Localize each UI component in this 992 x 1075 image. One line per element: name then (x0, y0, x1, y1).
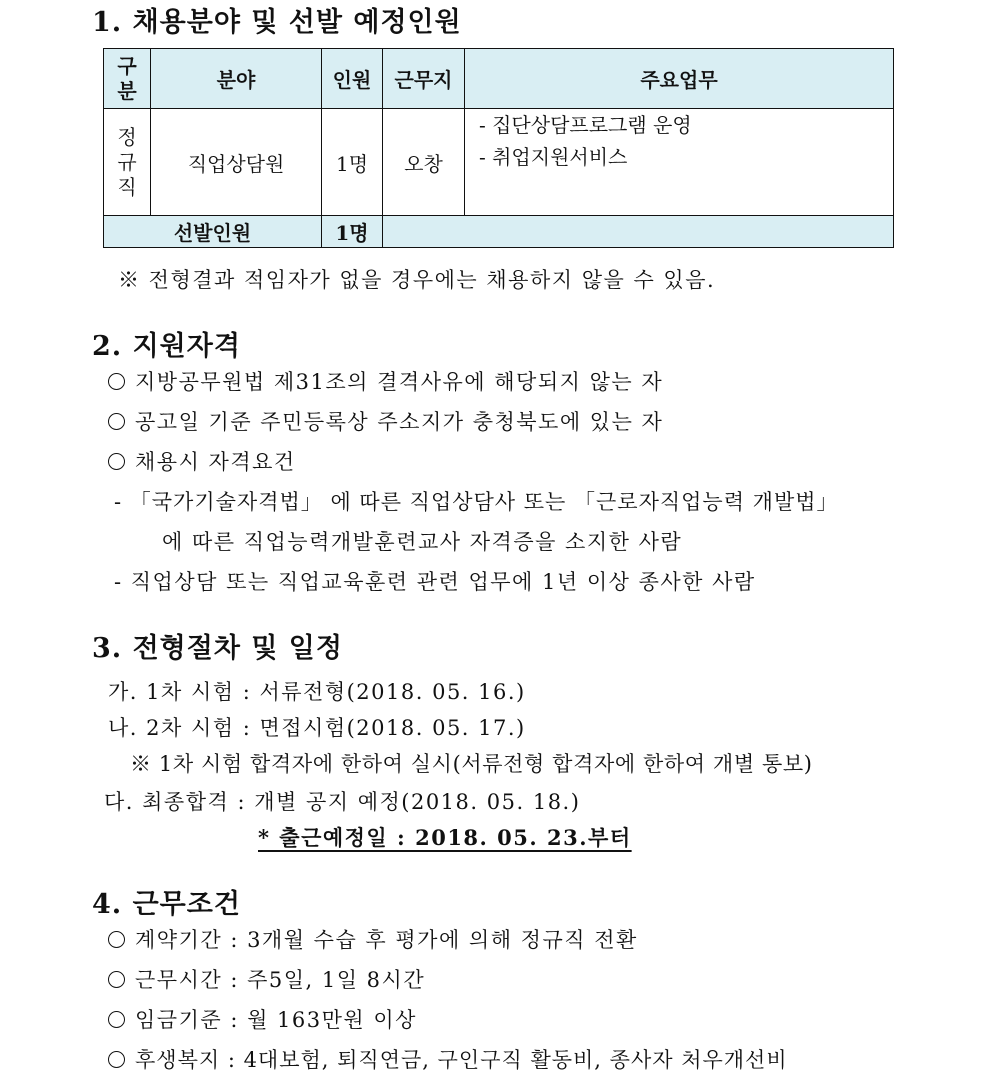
header-count: 인원 (321, 48, 383, 109)
requirement-2: - 직업상담 또는 직업교육훈련 관련 업무에 1년 이상 종사한 사람 (114, 570, 756, 594)
section-title-qualifications: 2. 지원자격 (92, 331, 241, 362)
selection-note: ※ 전형결과 적임자가 없을 경우에는 채용하지 않을 수 있음. (118, 268, 716, 292)
header-gubun-char: 분 (117, 78, 137, 103)
duty-item: - 취업지원서비스 (479, 145, 628, 169)
condition-text: 후생복지 : 4대보험, 퇴직연금, 구인구직 활동비, 종사자 처우개선비 (135, 1048, 788, 1072)
qualification-text: 채용시 자격요건 (135, 450, 296, 474)
requirement-1-line-2: 에 따른 직업능력개발훈련교사 자격증을 소지한 사람 (162, 530, 683, 554)
schedule-note: ※ 1차 시험 합격자에 한하여 실시(서류전형 합격자에 한하여 개별 통보) (130, 752, 813, 776)
requirement-1-line-1: - 「국가기술자격법」 에 따른 직업상담사 또는 「근로자직업능력 개발법」 (114, 490, 839, 514)
section-title-recruitment: 1. 채용분야 및 선발 예정인원 (92, 7, 462, 38)
condition-item (108, 964, 425, 994)
row-gubun (103, 108, 151, 216)
total-label: 선발인원 (103, 215, 322, 248)
qualification-item (108, 366, 663, 396)
header-place: 근무지 (382, 48, 465, 109)
circle-bullet-icon (108, 453, 125, 470)
header-gubun-char: 구 (117, 53, 137, 78)
section-title-schedule: 3. 전형절차 및 일정 (92, 633, 343, 664)
recruitment-table (103, 48, 894, 248)
header-duties: 주요업무 (464, 48, 894, 109)
circle-bullet-icon (108, 1051, 125, 1068)
circle-bullet-icon (108, 413, 125, 430)
schedule-step-c: 다. 최종합격 : 개별 공지 예정(2018. 05. 18.) (104, 790, 581, 814)
condition-item (108, 1044, 788, 1074)
row-gubun-char: 직 (117, 174, 137, 199)
duty-item: - 집단상담프로그램 운영 (479, 113, 692, 137)
header-gubun (103, 48, 151, 109)
circle-bullet-icon (108, 373, 125, 390)
total-count: 1명 (321, 215, 383, 248)
circle-bullet-icon (108, 971, 125, 988)
header-field: 분야 (150, 48, 322, 109)
qualification-item (108, 446, 296, 476)
qualification-text: 공고일 기준 주민등록상 주소지가 충청북도에 있는 자 (135, 410, 664, 434)
row-duties (464, 108, 894, 216)
qualification-text: 지방공무원법 제31조의 결격사유에 해당되지 않는 자 (135, 370, 664, 394)
circle-bullet-icon (108, 1011, 125, 1028)
condition-text: 계약기간 : 3개월 수습 후 평가에 의해 정규직 전환 (135, 928, 638, 952)
row-field: 직업상담원 (150, 108, 322, 216)
start-date: * 출근예정일 : 2018. 05. 23.부터 (258, 825, 632, 850)
total-empty (382, 215, 894, 248)
schedule-step-b: 나. 2차 시험 : 면접시험(2018. 05. 17.) (108, 716, 526, 740)
row-gubun-char: 정 (117, 124, 137, 149)
schedule-step-a: 가. 1차 시험 : 서류전형(2018. 05. 16.) (108, 680, 526, 704)
section-title-conditions: 4. 근무조건 (92, 889, 241, 920)
condition-text: 임금기준 : 월 163만원 이상 (135, 1008, 417, 1032)
qualification-item (108, 406, 663, 436)
row-count: 1명 (321, 108, 383, 216)
circle-bullet-icon (108, 931, 125, 948)
condition-text: 근무시간 : 주5일, 1일 8시간 (135, 968, 426, 992)
condition-item (108, 1004, 417, 1034)
row-gubun-char: 규 (117, 149, 137, 174)
condition-item (108, 924, 638, 954)
row-place: 오창 (382, 108, 465, 216)
